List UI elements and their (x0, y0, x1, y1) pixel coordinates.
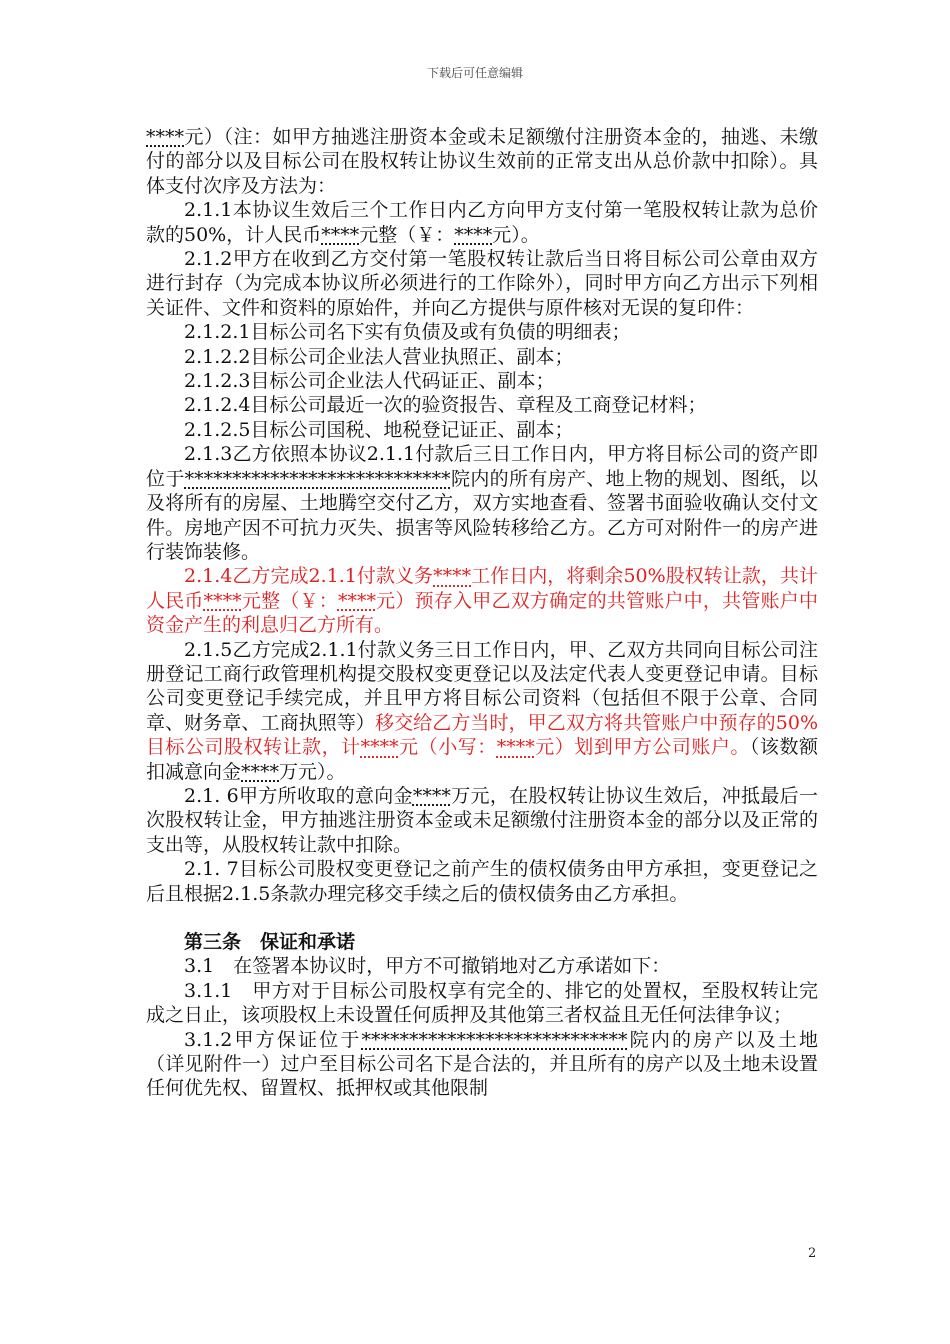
list-item: 2.1.2.3目标公司企业法人代码证正、副本； (184, 370, 555, 393)
list-item: 2.1.2.2目标公司企业法人营业执照正、副本； (184, 345, 574, 368)
page-header: 下载后可任意编辑 (426, 66, 523, 80)
paragraph-3-1: 3.1 在签署本协议时，甲方不可撤销地对乙方承诺如下： (184, 955, 671, 978)
paragraph-2-1-4: 2.1.4乙方完成2.1.1付款义务****工作日内，将剩余50%股权转让款，共计人民币****元整（￥：****元）预存入甲乙双方确定的共管账户中，共管账户中资金产生的利息归乙方所有。 (146, 565, 818, 637)
list-item: 2.1.2.5目标公司国税、地税登记证正、副本； (184, 418, 574, 441)
document-body (146, 125, 818, 1101)
paragraph-payment-intro: ****元）（注：如甲方抽逃注册资本金或未足额缴付注册资本金的，抽逃、未缴付的部分以及目标公司在股权转让协议生效前的正常支出从总价款中扣除）。具体支付次序及方法为： (146, 126, 818, 197)
paragraph-2-1-7: 2.1. 7目标公司股权变更登记之前产生的债权债务由甲方承担，变更登记之后且根据2.1.5条款办理完移交手续之后的债权债务由乙方承担。 (146, 858, 818, 905)
paragraph-2-1-3: 2.1.3乙方依照本协议2.1.1付款后三日工作日内，甲方将目标公司的资产即位于****************************院内的所有房产、地上物的规划、图纸，以及将所有的房屋、土地腾空交付乙方，双方实地查看、签署书面验收确认交付文件。房地产因不可抗力灭失、损害等风险转移给乙方。乙方可对附件一的房产进行装饰装修。 (146, 443, 818, 563)
paragraph-2-1-6: 2.1. 6甲方所收取的意向金****万元，在股权转让协议生效后，冲抵最后一次股权转让金，甲方抽逃注册资本金或未足额缴付注册资本金的部分以及正常的支出等，从股权转让款中扣除。 (146, 784, 818, 856)
paragraph-2-1-2: 2.1.2甲方在收到乙方交付第一笔股权转让款后当日将目标公司公章由双方进行封存（为完成本协议所必须进行的工作除外），同时甲方向乙方出示下列相关证件、文件和资料的原始件，并向乙方提供与原件核对无误的复印件： (146, 248, 818, 319)
paragraph-2-1-1: 2.1.1本协议生效后三个工作日内乙方向甲方支付第一笔股权转让款为总价款的50%，计人民币****元整（￥：****元）。 (146, 199, 818, 246)
paragraph-2-1-5: 2.1.5乙方完成2.1.1付款义务三日工作日内，甲、乙双方共同向目标公司注册登记工商行政管理机构提交股权变更登记以及法定代表人变更登记申请。目标公司变更登记手续完成，并且甲方将目标公司资料（包括但不限于公章、合同章、财务章、工商执照等）移交给乙方当时，甲乙双方将共管账户中预存的50%目标公司股权转让款，计****元（小写：****元）划到甲方公司账户。（该数额扣减意向金****万元）。 (146, 638, 818, 783)
paragraph-3-1-1: 3.1.1 甲方对于目标公司股权享有完全的、排它的处置权，至股权转让完成之日止，该项股权上未设置任何质押及其他第三者权益且无任何法律争议； (146, 979, 818, 1027)
paragraph-3-1-2: 3.1.2甲方保证位于****************************院内的房产以及土地（详见附件一）过户至目标公司名下是合法的，并且所有的房产以及土地未设置任何优先权、留置权、抵押权或其他限制 (146, 1028, 818, 1100)
list-item: 2.1.2.4目标公司最近一次的验资报告、章程及工商登记材料； (184, 394, 707, 417)
page-number: 2 (808, 1246, 817, 1261)
section-heading-article-3: 第三条 保证和承诺 (184, 931, 356, 953)
list-item: 2.1.2.1目标公司名下实有负债及或有负债的明细表； (184, 321, 631, 344)
